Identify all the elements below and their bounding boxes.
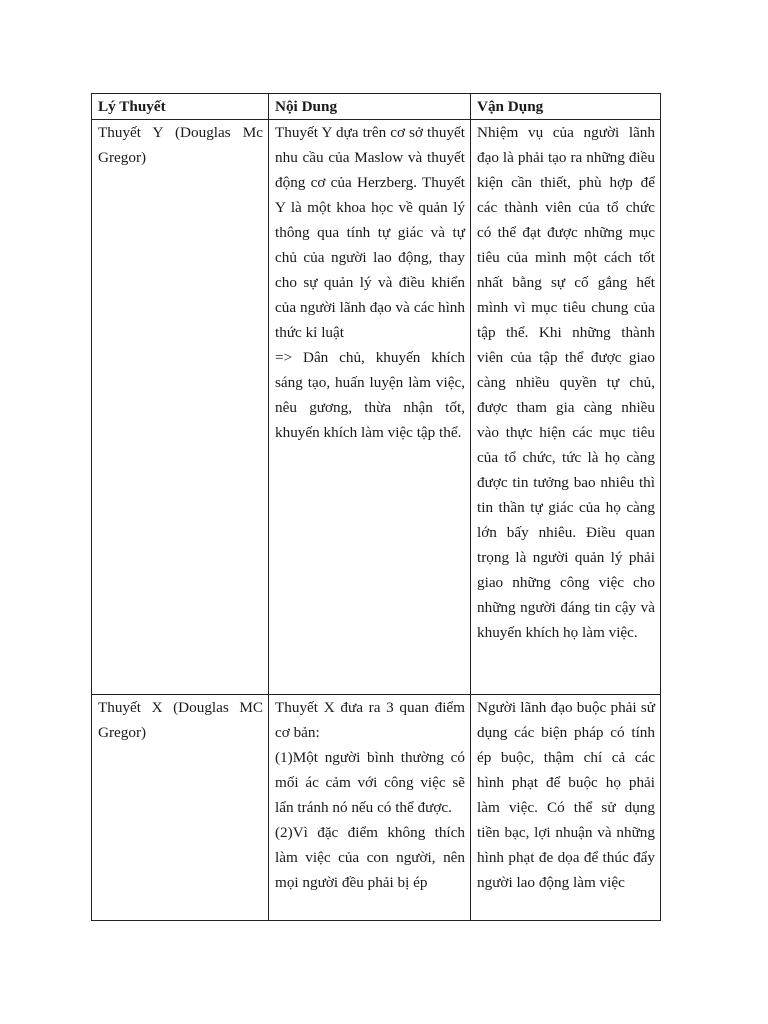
table-row — [92, 695, 661, 921]
content-cell — [269, 120, 471, 695]
application-cell: Người lãnh đạo buộc phải sử dụng các biện pháp có tính ép buộc, thậm chí cả các hình phạt để buộc họ phải làm việc. Có thể sử dụng tiền bạc, lợi nhuận và những hình phạt đe dọa để thúc đẩy người lao động làm việc — [471, 695, 661, 921]
table-row — [92, 120, 661, 695]
header-theory: Lý Thuyết — [92, 94, 269, 120]
header-content: Nội Dung — [269, 94, 471, 120]
table-header-row — [92, 94, 661, 120]
header-application: Vận Dụng — [471, 94, 661, 120]
content-paragraph: (1)Một người bình thường có mối ác cảm với công việc sẽ lẩn tránh nó nếu có thể được. — [275, 749, 465, 816]
content-paragraph: Thuyết X đưa ra 3 quan điểm cơ bản: — [275, 699, 465, 741]
application-cell: Nhiệm vụ của người lãnh đạo là phải tạo ra những điều kiện cần thiết, phù hợp để các thành viên của tổ chức có thể đạt được những mục tiêu của mình một cách tốt nhất bằng sự cố gắng hết mình vì mục tiêu chung của tập thể. Khi những thành viên của tập thể được giao càng nhiều quyền tự chủ, được tham gia càng nhiều vào thực hiện các mục tiêu của tổ chức, tức là họ càng được tin tưởng bao nhiêu thì tin thần tự giác của họ càng lớn bấy nhiêu. Điều quan trọng là người quản lý phải giao những công việc cho những người đáng tin cậy và khuyến khích họ làm việc. — [471, 120, 661, 695]
theory-table — [91, 93, 661, 921]
content-paragraph: (2)Vì đặc điểm không thích làm việc của con người, nên mọi người đều phải bị ép — [275, 824, 465, 891]
content-paragraph: Thuyết Y dựa trên cơ sở thuyết nhu cầu của Maslow và thuyết động cơ của Herzberg. Thuyết Y là một khoa học về quản lý thông qua tính tự giác và tự chủ của người lao động, thay cho sự quản lý và điều khiển của người lãnh đạo và các hình thức kỉ luật — [275, 124, 465, 341]
content-cell — [269, 695, 471, 921]
theory-cell: Thuyết X (Douglas MC Gregor) — [92, 695, 269, 921]
content-paragraph: => Dân chủ, khuyến khích sáng tạo, huấn luyện làm việc, nêu gương, thừa nhận tốt, khuyến khích làm việc tập thể. — [275, 349, 465, 441]
theory-cell: Thuyết Y (Douglas Mc Gregor) — [92, 120, 269, 695]
